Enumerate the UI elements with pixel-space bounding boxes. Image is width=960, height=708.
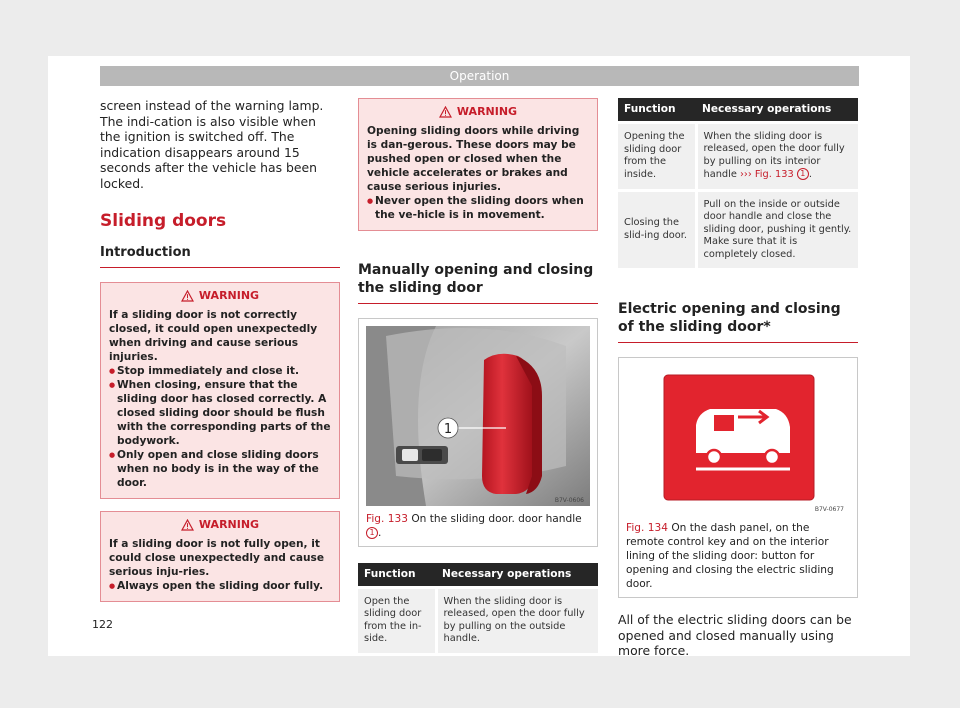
figure-label: Fig. 133 (366, 513, 408, 525)
warning-bullets (109, 579, 331, 593)
table-cell-operation: Pull on the inside or outside door handle and close the sliding door, pushing it gently. Make sure that it is completely closed. (696, 190, 858, 268)
warning-bullet: ● Always open the sliding door fully. (109, 579, 331, 593)
figure-label: Fig. 134 (626, 522, 668, 534)
table-row (358, 587, 598, 653)
warning-triangle-icon (439, 106, 452, 118)
subsection-title: Introduction (100, 245, 340, 268)
warning-bullet: ● Never open the sliding doors when the ve-hicle is in movement. (367, 194, 589, 222)
table-cell-function: Closing the slid-ing door. (618, 190, 696, 268)
figure-code: B7V-0606 (554, 497, 584, 504)
table-cell-operation: When the sliding door is released, open the door fully by pulling on its interior handle ››› Fig. 133 1 . (696, 122, 858, 190)
page-number: 122 (92, 618, 113, 631)
figure-caption (626, 521, 850, 591)
column-middle (358, 98, 598, 653)
section-title: Sliding doors (100, 211, 227, 231)
table-header-operations: Necessary operations (436, 563, 598, 587)
warning-bullets (109, 364, 331, 490)
warning-label: WARNING (456, 105, 518, 118)
warning-text: If a sliding door is not correctly closed, it could open unexpectedly when driving and cause serious injuries. (109, 309, 318, 363)
operations-table-2 (618, 98, 858, 268)
warning-triangle-icon (181, 290, 194, 302)
running-header: Operation (100, 66, 859, 86)
figure-caption: Fig. 133 On the sliding door. door handle 1 . (366, 513, 582, 539)
figure-code: B7V-0677 (814, 506, 844, 513)
table-header-function: Function (618, 98, 696, 122)
figure-133 (358, 318, 598, 547)
warning-box-2 (100, 511, 340, 602)
table-cell-function: Open the sliding door from the in-side. (358, 587, 436, 653)
door-handle-illustration (366, 326, 590, 506)
callout-ref-badge: 1 (366, 527, 378, 539)
intro-paragraph: screen instead of the warning lamp. The indi-cation is also visible when the ignition is switched off. The indication disappears around 15 seconds after the vehicle has been locked. (100, 98, 324, 191)
table-row (618, 190, 858, 268)
figure-callout: 1 (443, 422, 453, 437)
table-header-operations: Necessary operations (696, 98, 858, 122)
figure-caption-text: On the sliding door. door handle (411, 513, 582, 525)
warning-bullets (367, 194, 589, 222)
warning-label: WARNING (198, 518, 260, 531)
figure-caption-text: On the dash panel, on the remote control key and on the interior lining of the sliding door: button for opening and closing the electric sliding door. (626, 522, 834, 590)
electric-heading: Electric opening and closing of the sliding door* (618, 300, 858, 343)
warning-label: WARNING (198, 289, 260, 302)
operations-table-1 (358, 563, 598, 653)
table-header-function: Function (358, 563, 436, 587)
door-handle-image (366, 326, 590, 506)
table-row (618, 122, 858, 190)
callout-ref-badge: 1 (797, 168, 809, 180)
warning-text: Opening sliding doors while driving is dan-gerous. These doors may be pushed open or closed when the vehicle accelerates or brakes and cause serious injuries. (367, 125, 580, 193)
table-cell-function: Opening the sliding door from the inside. (618, 122, 696, 190)
button-illustration (626, 365, 850, 515)
figure-link[interactable]: ››› Fig. 133 (740, 169, 794, 180)
warning-header (109, 518, 331, 531)
warning-header (109, 289, 331, 302)
sliding-door-button-image (626, 365, 850, 515)
warning-bullet: ● Only open and close sliding doors when no body is in the way of the door. (109, 448, 331, 490)
column-right (618, 98, 858, 659)
warning-bullet: ● Stop immediately and close it. (109, 364, 331, 378)
electric-paragraph: All of the electric sliding doors can be opened and closed manually using more force. (618, 612, 852, 658)
table-cell-operation: When the sliding door is released, open the door fully by pulling on the outside handle. (436, 587, 598, 653)
figure-134 (618, 357, 858, 598)
warning-text: If a sliding door is not fully open, it could close unexpectedly and cause serious inju-ries. (109, 538, 324, 578)
operation-text: When the sliding door is released, open the door fully by pulling on its interior handle (703, 130, 845, 180)
column-left (100, 98, 340, 602)
warning-triangle-icon (181, 519, 194, 531)
warning-bullet: ● When closing, ensure that the sliding door has closed correctly. A closed sliding door should be flush with the corresponding parts of the bodywork. (109, 378, 331, 448)
warning-header (367, 105, 589, 118)
warning-box-3 (358, 98, 598, 231)
manual-heading: Manually opening and closing the sliding door (358, 261, 598, 304)
warning-box-1 (100, 282, 340, 499)
